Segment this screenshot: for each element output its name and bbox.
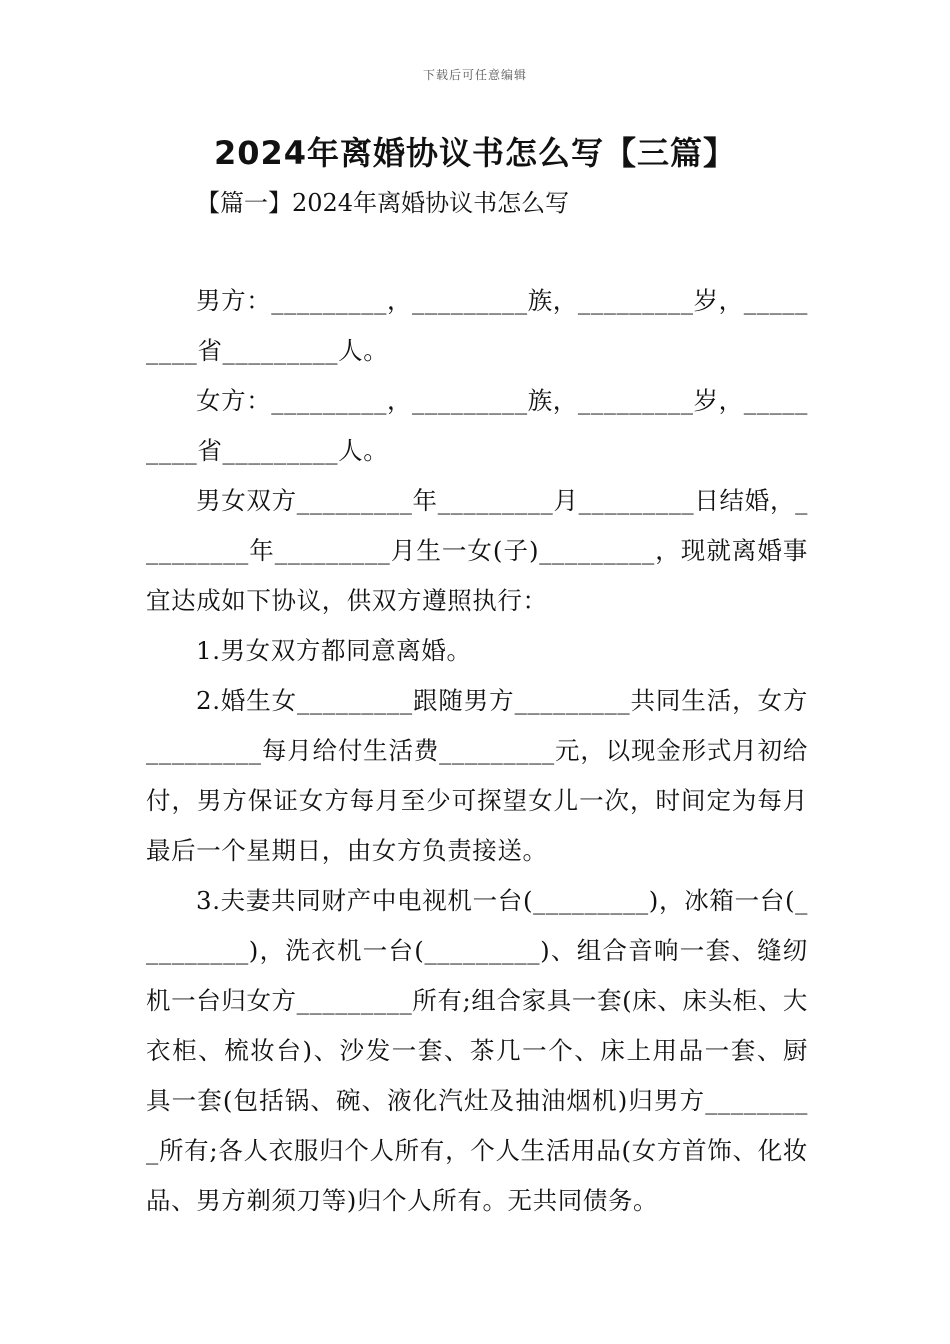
paragraph-male-party: 男方：_________，_________族，_________岁，_________省_________人。 [146,286,808,365]
section-heading: 【篇一】2024年离婚协议书怎么写 [196,189,570,217]
paragraph-marriage-info: 男女双方_________年_________月_________日结婚，_________年_________月生一女(子)_________，现就离婚事宜达成如下协议，供双方遵照执行： [146,486,808,615]
paragraph-female-party: 女方：_________，_________族，_________岁，_________省_________人。 [146,386,808,465]
document-title: 2024年离婚协议书怎么写【三篇】 [213,134,737,172]
document-body [146,276,808,1226]
paragraph-clause-1: 1.男女双方都同意离婚。 [196,636,472,665]
paragraph-clause-2: 2.婚生女_________跟随男方_________共同生活，女方_________每月给付生活费_________元，以现金形式月初给付，男方保证女方每月至少可探望女儿一次，时间定为每月最后一个星期日，由女方负责接送。 [146,686,808,865]
header-watermark: 下载后可任意编辑 [422,68,527,82]
paragraph-clause-3: 3.夫妻共同财产中电视机一台(_________)，冰箱一台(_________)，洗衣机一台(_________)、组合音响一套、缝纫机一台归女方_________所有;组合家具一套(床、床头柜、大衣柜、梳妆台)、沙发一套、茶几一个、床上用品一套、厨具一套(包括锅、碗、液化汽灶及抽油烟机)归男方_________所有;各人衣服归个人所有，个人生活用品(女方首饰、化妆品、男方剃须刀等)归个人所有。无共同债务。 [146,886,808,1215]
